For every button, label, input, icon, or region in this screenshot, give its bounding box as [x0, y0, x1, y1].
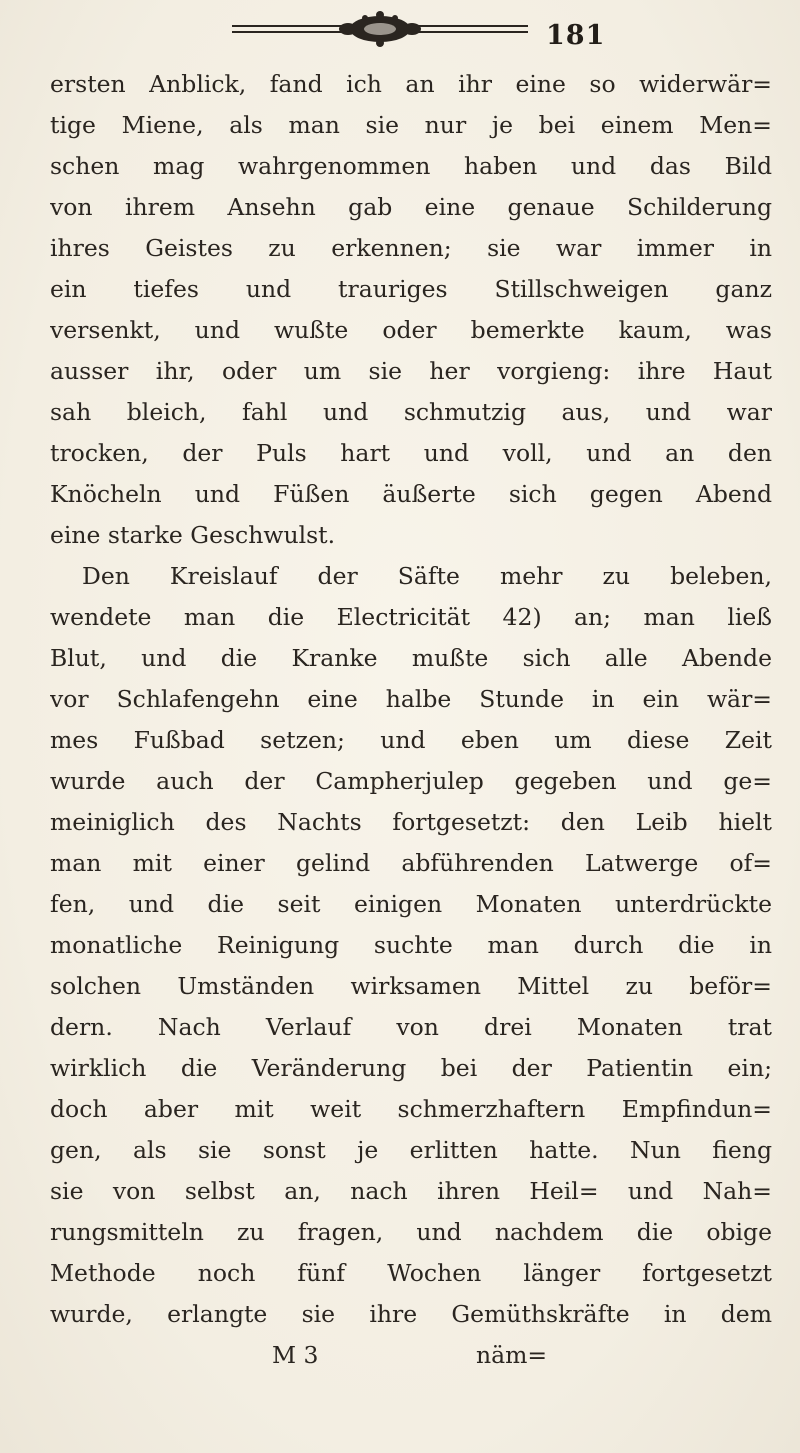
header-ornament	[230, 10, 530, 54]
text-line: solchen Umständen wirksamen Mittel zu beför=	[50, 972, 772, 1000]
text-line: Methode noch fünf Wochen länger fortgesetzt	[50, 1259, 772, 1287]
text-line: von ihrem Ansehn gab eine genaue Schilderung	[50, 193, 772, 221]
signature-mark: M 3	[272, 1341, 319, 1369]
text-line: sah bleich, fahl und schmutzig aus, und war	[50, 398, 772, 426]
page-footer	[50, 1335, 772, 1376]
text-line: vor Schlafengehn eine halbe Stunde in ein wär=	[50, 685, 772, 713]
text-line: rungsmitteln zu fragen, und nachdem die obige	[50, 1218, 772, 1246]
text-line: man mit einer gelind abführenden Latwerge of=	[50, 849, 772, 877]
text-line: Blut, und die Kranke mußte sich alle Abende	[50, 644, 772, 672]
text-line: versenkt, und wußte oder bemerkte kaum, was	[50, 316, 772, 344]
text-line: Den Kreislauf der Säfte mehr zu beleben,	[82, 562, 772, 590]
text-line: mes Fußbad setzen; und eben um diese Zeit	[50, 726, 772, 754]
text-line: ein tiefes und trauriges Stillschweigen ganz	[50, 275, 772, 303]
body-text	[50, 64, 772, 1376]
text-line: ersten Anblick, fand ich an ihr eine so widerwär=	[50, 70, 772, 98]
text-line: wurde, erlangte sie ihre Gemüthskräfte in dem	[50, 1300, 772, 1328]
catchword: näm=	[475, 1341, 548, 1369]
text-line: Knöcheln und Füßen äußerte sich gegen Abend	[50, 480, 772, 508]
text-line: wurde auch der Campherjulep gegeben und ge=	[50, 767, 772, 795]
text-line: sie von selbst an, nach ihren Heil= und Nah=	[50, 1177, 772, 1205]
page-header	[0, 10, 800, 58]
text-line: ausser ihr, oder um sie her vorgieng: ihre Haut	[50, 357, 772, 385]
text-line: trocken, der Puls hart und voll, und an den	[50, 439, 772, 467]
text-line: tige Miene, als man sie nur je bei einem Men=	[50, 111, 772, 139]
text-line: ihres Geistes zu erkennen; sie war immer in	[50, 234, 772, 262]
text-line: wendete man die Electricität 42) an; man ließ	[50, 603, 772, 631]
text-line: meiniglich des Nachts fortgesetzt: den Leib hielt	[50, 808, 772, 836]
text-line: eine starke Geschwulst.	[50, 521, 336, 549]
text-line: fen, und die seit einigen Monaten unterdrückte	[50, 890, 772, 918]
page-number: 181	[546, 20, 606, 51]
text-line: schen mag wahrgenommen haben und das Bild	[50, 152, 772, 180]
text-line: doch aber mit weit schmerzhaftern Empfindun=	[50, 1095, 772, 1123]
text-line: wirklich die Veränderung bei der Patientin ein;	[50, 1054, 772, 1082]
text-line: gen, als sie sonst je erlitten hatte. Nun fieng	[50, 1136, 772, 1164]
text-line: dern. Nach Verlauf von drei Monaten trat	[50, 1013, 772, 1041]
text-line: monatliche Reinigung suchte man durch die in	[50, 931, 772, 959]
